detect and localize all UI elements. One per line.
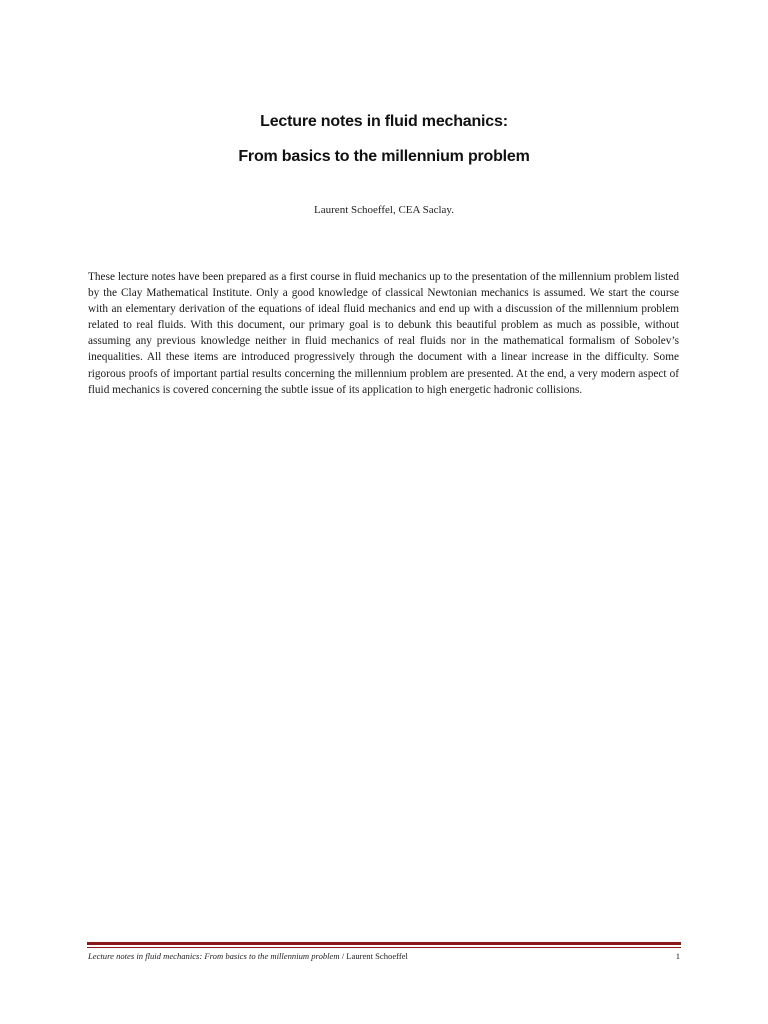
page-number: 1 [675,951,680,961]
footer-separator: / [339,951,347,961]
footer-rule-thin [87,947,681,948]
footer-running-head [88,951,408,961]
author-affiliation: Laurent Schoeffel, CEA Saclay. [314,204,454,216]
document-title-line-1: Lecture notes in fluid mechanics: [260,113,508,130]
abstract-paragraph: These lecture notes have been prepared as a first course in fluid mechanics up to the presentation of the millennium problem listed by the Clay Mathematical Institute. Only a good knowledge of classical Newtonian mechanics is assumed. We start the course with an elementary derivation of the equations of ideal fluid mechanics and end up with a discussion of the millennium problem related to real fluids. With this document, our primary goal is to debunk this beautiful problem as much as possible, without assuming any previous knowledge neither in fluid mechanics of real fluids nor in the mathematical formalism of Sobolev’s inequalities. All these items are introduced progressively through the document with a linear increase in the difficulty. Some rigorous proofs of important partial results concerning the millennium problem are presented. At the end, a very modern aspect of fluid mechanics is covered concerning the subtle issue of its application to high energetic hadronic collisions. [88,271,679,396]
footer-rule-thick [87,942,681,945]
footer-author: Laurent Schoeffel [346,951,408,961]
document-title-line-2: From basics to the millennium problem [238,148,530,165]
footer-running-title: Lecture notes in fluid mechanics: From basics to the millennium problem [88,951,340,961]
